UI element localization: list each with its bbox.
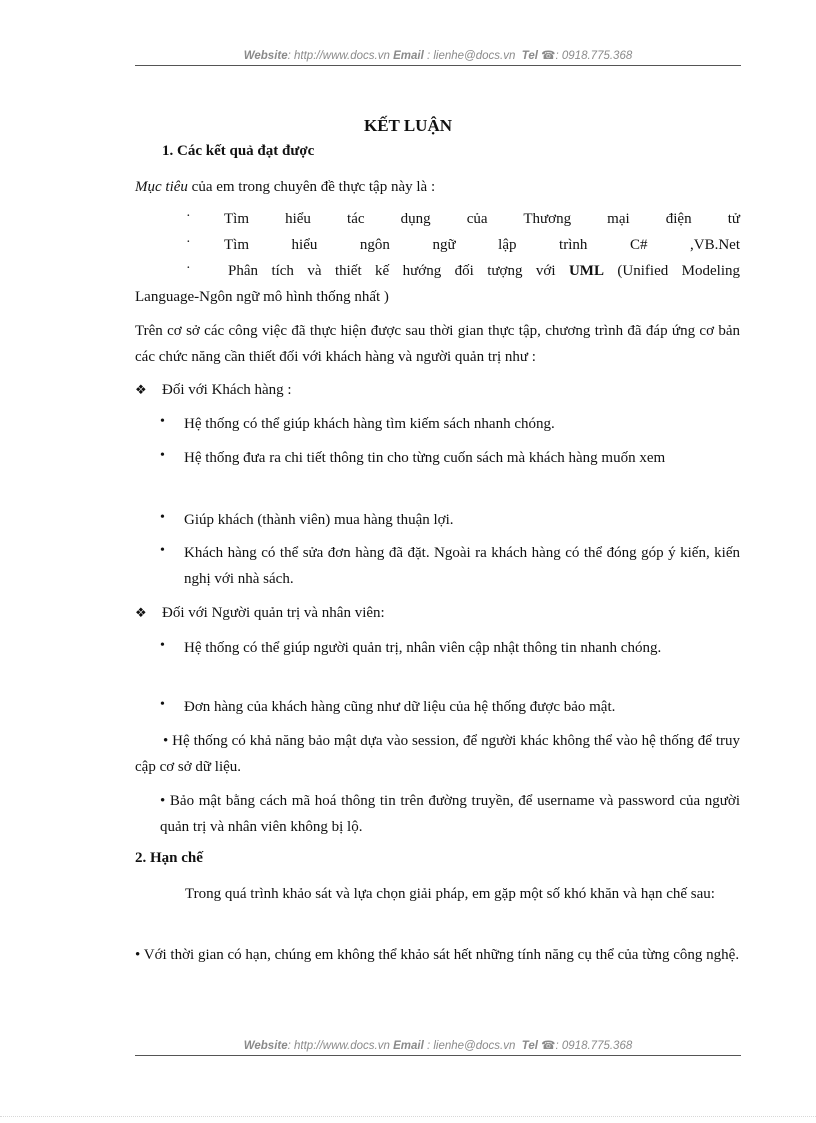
admin-item: Hệ thống có thể giúp người quản trị, nhân viên cập nhật thông tin nhanh chóng. — [184, 640, 662, 656]
website-label: Website — [243, 50, 288, 62]
tel-label: Tel — [521, 50, 538, 62]
bullet-icon: • — [163, 733, 169, 749]
website-value[interactable]: : http://www.docs.vn — [287, 1040, 390, 1052]
objective-intro — [135, 174, 435, 200]
tel-value: : 0918.775.368 — [555, 50, 633, 62]
admin-group-title: Đối với Người quản trị và nhân viên: — [162, 605, 385, 621]
uml-expansion: (Unified Modeling — [603, 263, 740, 279]
section-1-heading: 1. Các kết quả đạt được — [162, 143, 315, 159]
summary-paragraph: Trên cơ sở các công việc đã thực hiện được sau thời gian thực tập, chương trình đã đáp ứng cơ bản các chức năng cần thiết đối với khách hàng và người quản trị như : — [135, 323, 740, 365]
bullet-icon: • — [160, 638, 165, 653]
email-value[interactable]: : lienhe@docs.vn — [423, 50, 516, 62]
email-label: Email — [393, 50, 424, 62]
bullet-icon: • — [160, 543, 165, 558]
admin-item-text: Bảo mật bằng cách mã hoá thông tin trên đường truyền, để username và password của người quản trị và nhân viên không bị lộ. — [160, 793, 741, 835]
objective-text: của em trong chuyên đề thực tập này là : — [187, 179, 436, 195]
goal-item: Tìm hiểu tác dụng của Thương mại điện tử — [224, 211, 740, 227]
section-2-heading: 2. Hạn chế — [135, 850, 203, 866]
customer-item: Khách hàng có thể sửa đơn hàng đã đặt. Ngoài ra khách hàng có thể đóng góp ý kiến, kiến nghị với nhà sách. — [184, 545, 740, 587]
admin-item-text: Hệ thống có khả năng bảo mật dựa vào session, để người khác không thể vào hệ thống để truy cập cơ sở dữ liệu. — [135, 733, 740, 775]
diamond-bullet-icon: ❖ — [135, 382, 147, 397]
page-footer — [135, 1038, 741, 1056]
page-title: KẾT LUẬN — [363, 116, 452, 135]
bullet-icon: • — [160, 697, 165, 712]
email-label: Email — [393, 1040, 424, 1052]
uml-term: UML — [568, 263, 604, 279]
customer-item: Hệ thống đưa ra chi tiết thông tin cho từng cuốn sách mà khách hàng muốn xem — [184, 450, 666, 466]
tel-value: : 0918.775.368 — [555, 1040, 633, 1052]
customer-group-title: Đối với Khách hàng : — [162, 382, 292, 398]
admin-item: Đơn hàng của khách hàng cũng như dữ liệu của hệ thống được bảo mật. — [184, 699, 616, 715]
bullet-icon: • — [160, 414, 165, 429]
phone-icon: ☎ — [541, 50, 556, 62]
bullet-icon: • — [160, 793, 166, 809]
page-edge-divider — [0, 1116, 816, 1117]
goal-item: Tìm hiểu ngôn ngữ lập trình C# ,VB.Net — [224, 237, 740, 253]
page-header — [135, 48, 741, 66]
bullet-icon: • — [135, 947, 141, 963]
admin-item — [160, 788, 740, 840]
diamond-bullet-icon: ❖ — [135, 605, 147, 620]
bullet-icon: • — [160, 448, 165, 463]
website-value[interactable]: : http://www.docs.vn — [287, 50, 390, 62]
customer-item: Giúp khách (thành viên) mua hàng thuận lợi. — [184, 512, 454, 528]
limitation-text: Với thời gian có hạn, chúng em không thể khảo sát hết những tính năng cụ thể của từng công nghệ. — [143, 947, 740, 963]
limitation-item — [135, 942, 740, 968]
phone-icon: ☎ — [541, 1040, 556, 1052]
limitations-intro: Trong quá trình khảo sát và lựa chọn giải pháp, em gặp một số khó khăn và hạn chế sau: — [185, 886, 715, 902]
dot-icon: · — [186, 235, 191, 250]
dot-icon: · — [186, 261, 191, 276]
email-value[interactable]: : lienhe@docs.vn — [423, 1040, 516, 1052]
goal-text: Phân tích và thiết kế hướng đối tượng với — [228, 263, 556, 279]
website-label: Website — [243, 1040, 288, 1052]
dot-icon: · — [186, 209, 191, 224]
uml-expansion-continued: Language-Ngôn ngữ mô hình thống nhất ) — [135, 289, 389, 305]
customer-item: Hệ thống có thể giúp khách hàng tìm kiếm sách nhanh chóng. — [184, 416, 555, 432]
bullet-icon: • — [160, 510, 165, 525]
admin-item — [135, 728, 740, 780]
tel-label: Tel — [521, 1040, 538, 1052]
objective-emphasis: Mục tiêu — [135, 179, 188, 195]
goal-item — [228, 258, 740, 284]
